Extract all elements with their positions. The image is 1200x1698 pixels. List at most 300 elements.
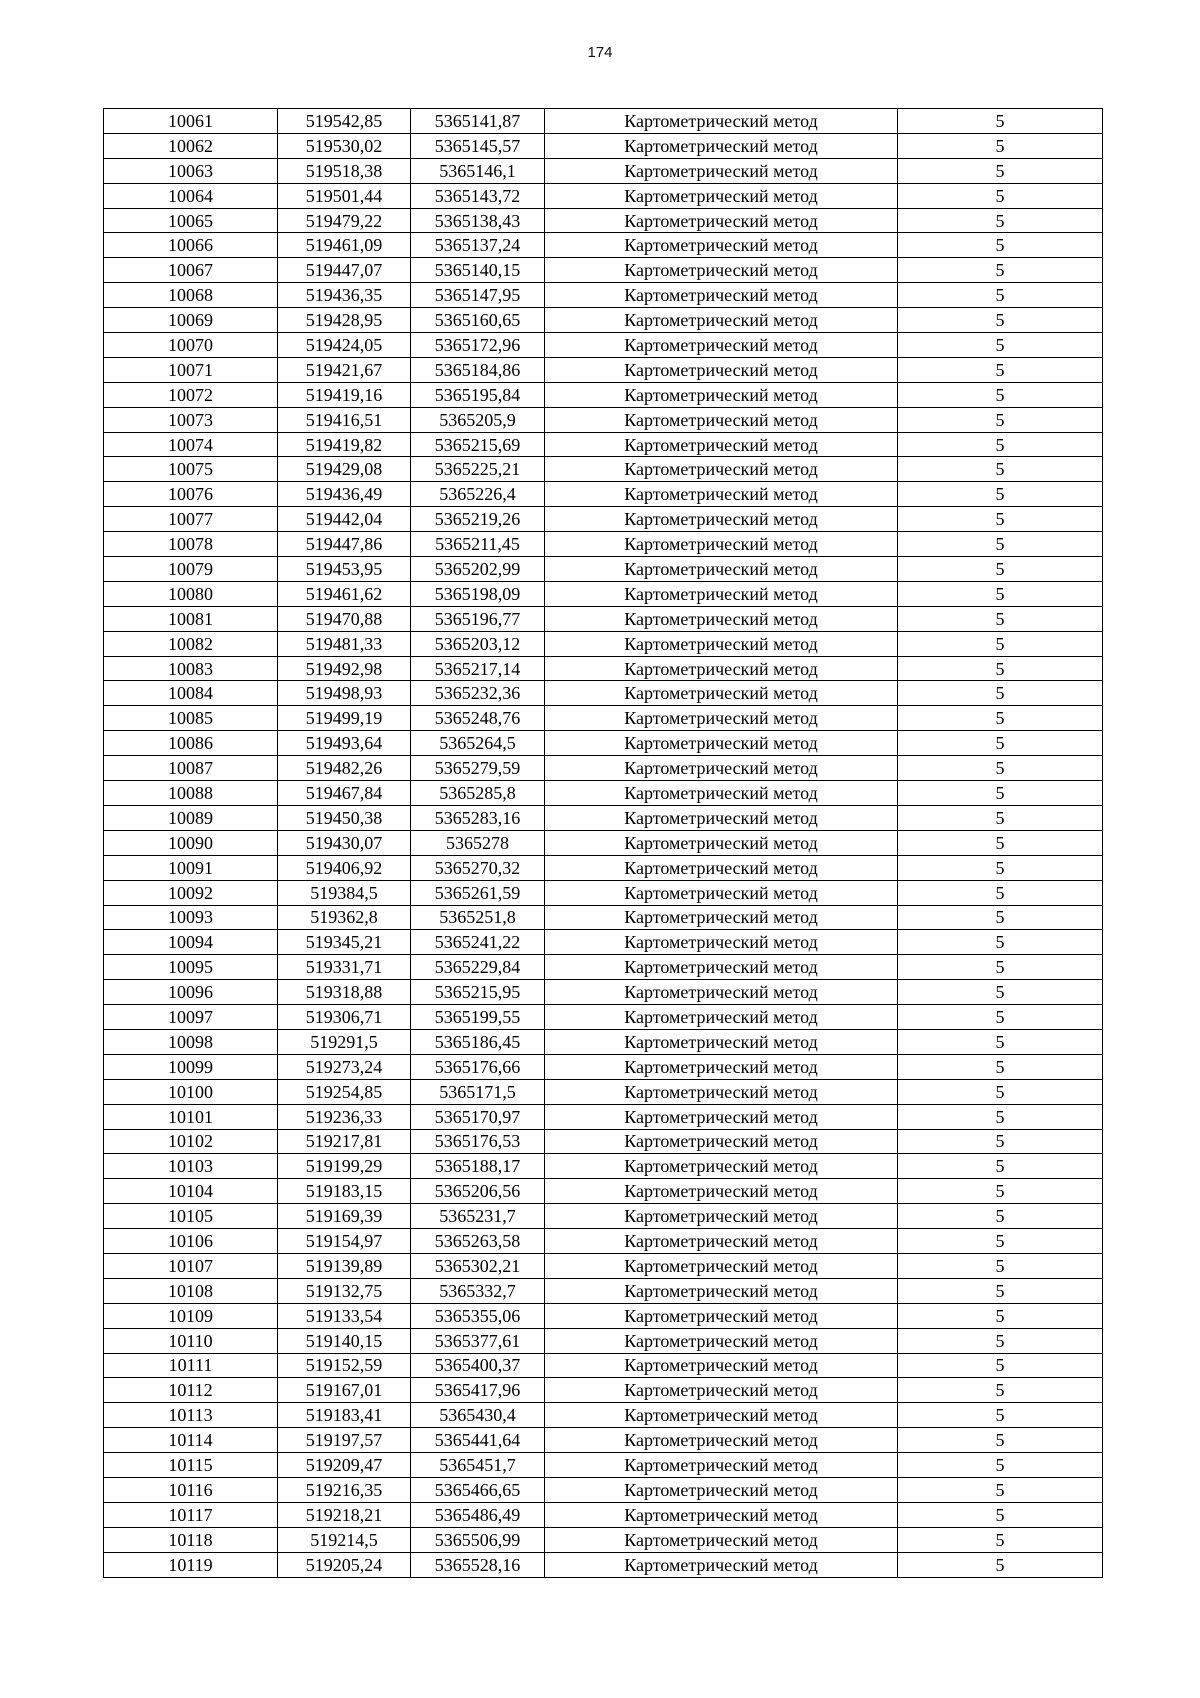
point-number-cell: 10094 [104,930,278,955]
x-coordinate-cell: 519132,75 [278,1278,411,1303]
point-number-cell: 10105 [104,1204,278,1229]
point-number-cell: 10111 [104,1353,278,1378]
method-cell: Картометрический метод [545,930,898,955]
y-coordinate-cell: 5365160,65 [411,308,545,333]
point-number-cell: 10061 [104,109,278,134]
y-coordinate-cell: 5365285,8 [411,781,545,806]
point-number-cell: 10085 [104,706,278,731]
method-cell: Картометрический метод [545,581,898,606]
method-cell: Картометрический метод [545,1029,898,1054]
y-coordinate-cell: 5365188,17 [411,1154,545,1179]
table-row [104,1328,1103,1353]
point-number-cell: 10082 [104,631,278,656]
point-number-cell: 10092 [104,880,278,905]
point-number-cell: 10098 [104,1029,278,1054]
x-coordinate-cell: 519453,95 [278,557,411,582]
x-coordinate-cell: 519169,39 [278,1204,411,1229]
x-coordinate-cell: 519450,38 [278,805,411,830]
table-row [104,1179,1103,1204]
x-coordinate-cell: 519493,64 [278,731,411,756]
accuracy-cell: 5 [898,930,1103,955]
y-coordinate-cell: 5365138,43 [411,208,545,233]
point-number-cell: 10115 [104,1453,278,1478]
method-cell: Картометрический метод [545,1353,898,1378]
y-coordinate-cell: 5365170,97 [411,1104,545,1129]
method-cell: Картометрический метод [545,407,898,432]
method-cell: Картометрический метод [545,432,898,457]
table-row [104,1229,1103,1254]
point-number-cell: 10067 [104,258,278,283]
x-coordinate-cell: 519419,16 [278,382,411,407]
accuracy-cell: 5 [898,183,1103,208]
x-coordinate-cell: 519436,49 [278,482,411,507]
table-row [104,557,1103,582]
method-cell: Картометрический метод [545,1552,898,1577]
x-coordinate-cell: 519467,84 [278,781,411,806]
y-coordinate-cell: 5365172,96 [411,333,545,358]
x-coordinate-cell: 519447,86 [278,532,411,557]
table-row [104,1378,1103,1403]
accuracy-cell: 5 [898,1278,1103,1303]
table-row [104,805,1103,830]
y-coordinate-cell: 5365279,59 [411,756,545,781]
accuracy-cell: 5 [898,1253,1103,1278]
x-coordinate-cell: 519482,26 [278,756,411,781]
x-coordinate-cell: 519199,29 [278,1154,411,1179]
point-number-cell: 10093 [104,905,278,930]
accuracy-cell: 5 [898,1527,1103,1552]
accuracy-cell: 5 [898,631,1103,656]
method-cell: Картометрический метод [545,158,898,183]
x-coordinate-cell: 519492,98 [278,656,411,681]
point-number-cell: 10068 [104,283,278,308]
table-row [104,930,1103,955]
y-coordinate-cell: 5365226,4 [411,482,545,507]
method-cell: Картометрический метод [545,781,898,806]
accuracy-cell: 5 [898,581,1103,606]
y-coordinate-cell: 5365202,99 [411,557,545,582]
x-coordinate-cell: 519133,54 [278,1303,411,1328]
accuracy-cell: 5 [898,557,1103,582]
accuracy-cell: 5 [898,1229,1103,1254]
accuracy-cell: 5 [898,1502,1103,1527]
table-row [104,382,1103,407]
x-coordinate-cell: 519530,02 [278,133,411,158]
table-row [104,1453,1103,1478]
y-coordinate-cell: 5365377,61 [411,1328,545,1353]
table-row [104,855,1103,880]
y-coordinate-cell: 5365528,16 [411,1552,545,1577]
method-cell: Картометрический метод [545,1378,898,1403]
point-number-cell: 10103 [104,1154,278,1179]
x-coordinate-cell: 519139,89 [278,1253,411,1278]
coordinates-table-body [104,109,1103,1578]
method-cell: Картометрический метод [545,805,898,830]
point-number-cell: 10084 [104,681,278,706]
table-row [104,407,1103,432]
table-row [104,308,1103,333]
method-cell: Картометрический метод [545,482,898,507]
x-coordinate-cell: 519498,93 [278,681,411,706]
table-row [104,1054,1103,1079]
method-cell: Картометрический метод [545,656,898,681]
point-number-cell: 10117 [104,1502,278,1527]
y-coordinate-cell: 5365137,24 [411,233,545,258]
accuracy-cell: 5 [898,706,1103,731]
method-cell: Картометрический метод [545,333,898,358]
table-row [104,756,1103,781]
method-cell: Картометрический метод [545,1129,898,1154]
method-cell: Картометрический метод [545,606,898,631]
x-coordinate-cell: 519542,85 [278,109,411,134]
accuracy-cell: 5 [898,407,1103,432]
accuracy-cell: 5 [898,432,1103,457]
point-number-cell: 10104 [104,1179,278,1204]
y-coordinate-cell: 5365186,45 [411,1029,545,1054]
x-coordinate-cell: 519306,71 [278,1005,411,1030]
method-cell: Картометрический метод [545,258,898,283]
x-coordinate-cell: 519152,59 [278,1353,411,1378]
x-coordinate-cell: 519183,15 [278,1179,411,1204]
x-coordinate-cell: 519254,85 [278,1079,411,1104]
point-number-cell: 10070 [104,333,278,358]
y-coordinate-cell: 5365215,69 [411,432,545,457]
y-coordinate-cell: 5365211,45 [411,532,545,557]
x-coordinate-cell: 519331,71 [278,955,411,980]
table-row [104,830,1103,855]
point-number-cell: 10080 [104,581,278,606]
method-cell: Картометрический метод [545,557,898,582]
accuracy-cell: 5 [898,1477,1103,1502]
accuracy-cell: 5 [898,1005,1103,1030]
accuracy-cell: 5 [898,133,1103,158]
method-cell: Картометрический метод [545,1303,898,1328]
accuracy-cell: 5 [898,1552,1103,1577]
x-coordinate-cell: 519209,47 [278,1453,411,1478]
y-coordinate-cell: 5365217,14 [411,656,545,681]
method-cell: Картометрический метод [545,1403,898,1428]
y-coordinate-cell: 5365231,7 [411,1204,545,1229]
accuracy-cell: 5 [898,382,1103,407]
y-coordinate-cell: 5365199,55 [411,1005,545,1030]
table-row [104,731,1103,756]
y-coordinate-cell: 5365283,16 [411,805,545,830]
table-row [104,283,1103,308]
x-coordinate-cell: 519345,21 [278,930,411,955]
accuracy-cell: 5 [898,507,1103,532]
y-coordinate-cell: 5365466,65 [411,1477,545,1502]
method-cell: Картометрический метод [545,905,898,930]
accuracy-cell: 5 [898,233,1103,258]
method-cell: Картометрический метод [545,880,898,905]
y-coordinate-cell: 5365146,1 [411,158,545,183]
x-coordinate-cell: 519197,57 [278,1428,411,1453]
x-coordinate-cell: 519479,22 [278,208,411,233]
y-coordinate-cell: 5365145,57 [411,133,545,158]
table-row [104,905,1103,930]
y-coordinate-cell: 5365441,64 [411,1428,545,1453]
x-coordinate-cell: 519140,15 [278,1328,411,1353]
accuracy-cell: 5 [898,830,1103,855]
accuracy-cell: 5 [898,681,1103,706]
method-cell: Картометрический метод [545,109,898,134]
method-cell: Картометрический метод [545,1502,898,1527]
y-coordinate-cell: 5365203,12 [411,631,545,656]
x-coordinate-cell: 519154,97 [278,1229,411,1254]
accuracy-cell: 5 [898,1179,1103,1204]
x-coordinate-cell: 519273,24 [278,1054,411,1079]
point-number-cell: 10118 [104,1527,278,1552]
method-cell: Картометрический метод [545,507,898,532]
point-number-cell: 10086 [104,731,278,756]
y-coordinate-cell: 5365198,09 [411,581,545,606]
table-row [104,1428,1103,1453]
accuracy-cell: 5 [898,1428,1103,1453]
point-number-cell: 10091 [104,855,278,880]
accuracy-cell: 5 [898,1029,1103,1054]
method-cell: Картометрический метод [545,133,898,158]
method-cell: Картометрический метод [545,1079,898,1104]
accuracy-cell: 5 [898,158,1103,183]
method-cell: Картометрический метод [545,183,898,208]
table-row [104,706,1103,731]
method-cell: Картометрический метод [545,382,898,407]
x-coordinate-cell: 519429,08 [278,457,411,482]
table-row [104,258,1103,283]
x-coordinate-cell: 519205,24 [278,1552,411,1577]
method-cell: Картометрический метод [545,631,898,656]
x-coordinate-cell: 519470,88 [278,606,411,631]
y-coordinate-cell: 5365263,58 [411,1229,545,1254]
accuracy-cell: 5 [898,781,1103,806]
method-cell: Картометрический метод [545,1104,898,1129]
x-coordinate-cell: 519421,67 [278,357,411,382]
point-number-cell: 10081 [104,606,278,631]
table-row [104,1253,1103,1278]
table-row [104,482,1103,507]
point-number-cell: 10079 [104,557,278,582]
table-row [104,1129,1103,1154]
table-row [104,581,1103,606]
y-coordinate-cell: 5365400,37 [411,1353,545,1378]
y-coordinate-cell: 5365206,56 [411,1179,545,1204]
table-row [104,532,1103,557]
table-row [104,208,1103,233]
x-coordinate-cell: 519318,88 [278,980,411,1005]
method-cell: Картометрический метод [545,1278,898,1303]
y-coordinate-cell: 5365430,4 [411,1403,545,1428]
accuracy-cell: 5 [898,1104,1103,1129]
accuracy-cell: 5 [898,258,1103,283]
accuracy-cell: 5 [898,333,1103,358]
method-cell: Картометрический метод [545,955,898,980]
accuracy-cell: 5 [898,1353,1103,1378]
x-coordinate-cell: 519501,44 [278,183,411,208]
y-coordinate-cell: 5365232,36 [411,681,545,706]
point-number-cell: 10069 [104,308,278,333]
accuracy-cell: 5 [898,1054,1103,1079]
table-row [104,1527,1103,1552]
table-row [104,1154,1103,1179]
accuracy-cell: 5 [898,756,1103,781]
accuracy-cell: 5 [898,1079,1103,1104]
x-coordinate-cell: 519447,07 [278,258,411,283]
page-number: 174 [587,44,613,61]
x-coordinate-cell: 519499,19 [278,706,411,731]
point-number-cell: 10107 [104,1253,278,1278]
x-coordinate-cell: 519436,35 [278,283,411,308]
method-cell: Картометрический метод [545,706,898,731]
x-coordinate-cell: 519461,09 [278,233,411,258]
point-number-cell: 10074 [104,432,278,457]
accuracy-cell: 5 [898,457,1103,482]
y-coordinate-cell: 5365140,15 [411,258,545,283]
point-number-cell: 10112 [104,1378,278,1403]
accuracy-cell: 5 [898,1403,1103,1428]
point-number-cell: 10116 [104,1477,278,1502]
point-number-cell: 10066 [104,233,278,258]
accuracy-cell: 5 [898,1453,1103,1478]
method-cell: Картометрический метод [545,1054,898,1079]
table-row [104,631,1103,656]
y-coordinate-cell: 5365176,53 [411,1129,545,1154]
accuracy-cell: 5 [898,308,1103,333]
table-row [104,1403,1103,1428]
y-coordinate-cell: 5365302,21 [411,1253,545,1278]
y-coordinate-cell: 5365270,32 [411,855,545,880]
point-number-cell: 10108 [104,1278,278,1303]
table-row [104,681,1103,706]
table-row [104,432,1103,457]
y-coordinate-cell: 5365196,77 [411,606,545,631]
coordinates-table [103,108,1103,1578]
method-cell: Картометрический метод [545,357,898,382]
y-coordinate-cell: 5365176,66 [411,1054,545,1079]
y-coordinate-cell: 5365264,5 [411,731,545,756]
table-row [104,1502,1103,1527]
table-row [104,158,1103,183]
y-coordinate-cell: 5365332,7 [411,1278,545,1303]
table-row [104,233,1103,258]
table-row [104,1552,1103,1577]
point-number-cell: 10100 [104,1079,278,1104]
y-coordinate-cell: 5365251,8 [411,905,545,930]
point-number-cell: 10088 [104,781,278,806]
method-cell: Картометрический метод [545,756,898,781]
method-cell: Картометрический метод [545,855,898,880]
point-number-cell: 10071 [104,357,278,382]
x-coordinate-cell: 519362,8 [278,905,411,930]
x-coordinate-cell: 519430,07 [278,830,411,855]
point-number-cell: 10075 [104,457,278,482]
x-coordinate-cell: 519481,33 [278,631,411,656]
point-number-cell: 10095 [104,955,278,980]
table-row [104,656,1103,681]
table-row [104,781,1103,806]
x-coordinate-cell: 519217,81 [278,1129,411,1154]
table-row [104,1353,1103,1378]
y-coordinate-cell: 5365248,76 [411,706,545,731]
method-cell: Картометрический метод [545,1005,898,1030]
x-coordinate-cell: 519216,35 [278,1477,411,1502]
method-cell: Картометрический метод [545,1154,898,1179]
method-cell: Картометрический метод [545,1253,898,1278]
point-number-cell: 10119 [104,1552,278,1577]
x-coordinate-cell: 519167,01 [278,1378,411,1403]
method-cell: Картометрический метод [545,980,898,1005]
y-coordinate-cell: 5365261,59 [411,880,545,905]
accuracy-cell: 5 [898,955,1103,980]
point-number-cell: 10073 [104,407,278,432]
point-number-cell: 10076 [104,482,278,507]
method-cell: Картометрический метод [545,1428,898,1453]
table-row [104,507,1103,532]
table-row [104,606,1103,631]
x-coordinate-cell: 519183,41 [278,1403,411,1428]
point-number-cell: 10089 [104,805,278,830]
x-coordinate-cell: 519236,33 [278,1104,411,1129]
table-row [104,1204,1103,1229]
y-coordinate-cell: 5365205,9 [411,407,545,432]
accuracy-cell: 5 [898,357,1103,382]
table-row [104,1303,1103,1328]
method-cell: Картометрический метод [545,283,898,308]
method-cell: Картометрический метод [545,1328,898,1353]
accuracy-cell: 5 [898,1129,1103,1154]
x-coordinate-cell: 519416,51 [278,407,411,432]
point-number-cell: 10072 [104,382,278,407]
x-coordinate-cell: 519291,5 [278,1029,411,1054]
y-coordinate-cell: 5365141,87 [411,109,545,134]
method-cell: Картометрический метод [545,681,898,706]
method-cell: Картометрический метод [545,1527,898,1552]
point-number-cell: 10096 [104,980,278,1005]
point-number-cell: 10101 [104,1104,278,1129]
accuracy-cell: 5 [898,905,1103,930]
table-row [104,1005,1103,1030]
point-number-cell: 10113 [104,1403,278,1428]
method-cell: Картометрический метод [545,208,898,233]
y-coordinate-cell: 5365225,21 [411,457,545,482]
y-coordinate-cell: 5365184,86 [411,357,545,382]
accuracy-cell: 5 [898,1303,1103,1328]
accuracy-cell: 5 [898,532,1103,557]
y-coordinate-cell: 5365355,06 [411,1303,545,1328]
accuracy-cell: 5 [898,880,1103,905]
y-coordinate-cell: 5365451,7 [411,1453,545,1478]
method-cell: Картометрический метод [545,1477,898,1502]
point-number-cell: 10099 [104,1054,278,1079]
table-row [104,183,1103,208]
method-cell: Картометрический метод [545,532,898,557]
y-coordinate-cell: 5365278 [411,830,545,855]
accuracy-cell: 5 [898,1154,1103,1179]
x-coordinate-cell: 519461,62 [278,581,411,606]
x-coordinate-cell: 519214,5 [278,1527,411,1552]
table-row [104,457,1103,482]
table-row [104,1477,1103,1502]
point-number-cell: 10114 [104,1428,278,1453]
table-row [104,880,1103,905]
y-coordinate-cell: 5365417,96 [411,1378,545,1403]
table-row [104,1079,1103,1104]
accuracy-cell: 5 [898,109,1103,134]
accuracy-cell: 5 [898,855,1103,880]
point-number-cell: 10109 [104,1303,278,1328]
x-coordinate-cell: 519384,5 [278,880,411,905]
table-row [104,133,1103,158]
accuracy-cell: 5 [898,1378,1103,1403]
